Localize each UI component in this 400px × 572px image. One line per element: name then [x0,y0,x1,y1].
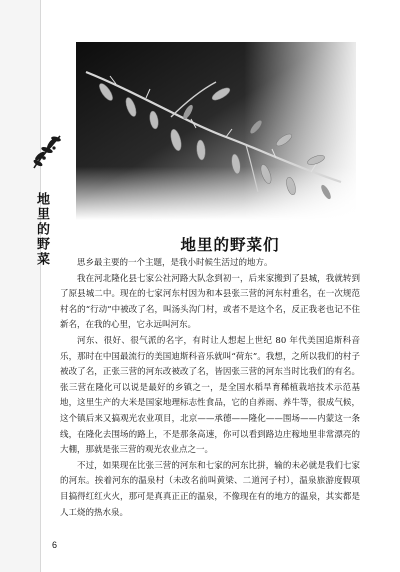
paragraph: 河东、很好、很气派的名字，有时让人想起上世纪 80 年代美国追斯科音乐，那时在中国最流行的美国迪斯科音乐就叫“荷东”。我想，之所以我们的村子被改了名，正张三营的河东改被改了名，皆因张三营的河东当时比我们的有名。张三营在隆化可以说是最好的乡镇之一，是全国水稻旱育稀植栽培技术示范基地，这里生产的大米是国家地理标志性食品，它的自养雨、养牛等，很成气候，这个镇后来又搞观光农业项目，北京——承德——隆化——围场——内蒙这一条线，在隆化去围场的路上，不是那条高速，你可以看到路边庄稼地里非常漂亮的大棚，那就是张三营的观光农业点之一。 [60,335,360,456]
article-title: 地里的野菜们 [180,235,280,254]
article-body [60,256,360,521]
sprig-ornament-icon [30,128,66,172]
paragraph: 思乡最主要的一个主题，是我小时候生活过的地方。 [77,258,273,268]
running-title: 地里的野菜 [34,192,49,267]
paragraph: 我在河北隆化县七家公社河路大队念到初一，后来家搬到了县城，我就转到了原县城二中。现在的七家河东村因为和本县张三营的河东村重名，在一次规范村名的“行动”中被改了名，叫汤头沟门村，或者不是这个名，反正我老也记不住新名，在我的心里，它永远叫河东。 [60,273,360,331]
paragraph: 不过，如果现在比张三营的河东和七家的河东比拼，输的未必就是我们七家的河东。挨着河东的温泉村（未改名前叫黄梁、二道河子村），温泉旅游度假项目搞得红红火火，那可是真真正正的温泉，不像现在有的地方的温泉，其实都是人工烧的热水泉。 [60,460,360,518]
jujube-branch-photo [76,42,356,220]
side-strip [0,0,41,572]
page-number: 6 [52,540,58,550]
